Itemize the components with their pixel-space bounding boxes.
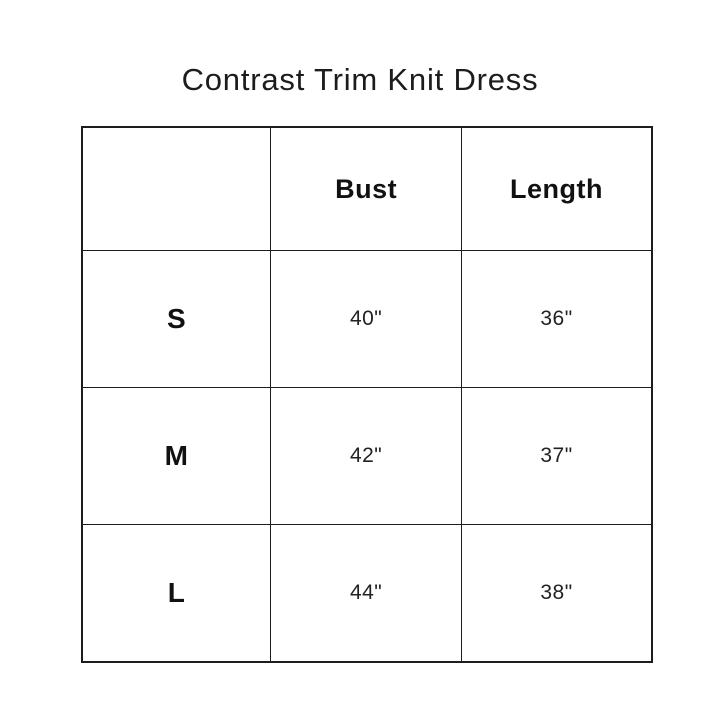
column-header-length: Length <box>462 127 652 251</box>
length-value-l: 38" <box>462 525 652 662</box>
table-row-small <box>82 251 652 388</box>
bust-value-s: 40" <box>271 251 462 388</box>
page-title: Contrast Trim Knit Dress <box>181 62 539 97</box>
corner-empty-cell <box>82 127 271 251</box>
bust-value-l: 44" <box>271 525 462 662</box>
size-label-s: S <box>82 251 271 388</box>
size-chart-table <box>81 126 653 663</box>
size-label-m: M <box>82 388 271 525</box>
header-row <box>82 127 652 251</box>
length-value-s: 36" <box>462 251 652 388</box>
bust-value-m: 42" <box>271 388 462 525</box>
table-row-medium <box>82 388 652 525</box>
column-header-bust: Bust <box>271 127 462 251</box>
length-value-m: 37" <box>462 388 652 525</box>
table-row-large <box>82 525 652 662</box>
size-label-l: L <box>82 525 271 662</box>
